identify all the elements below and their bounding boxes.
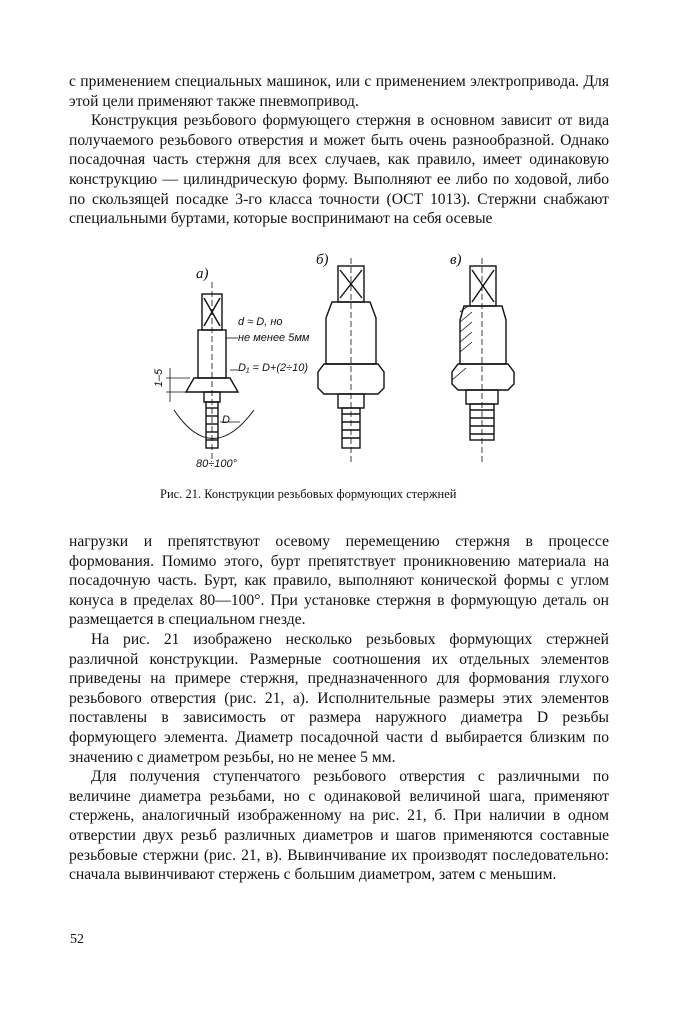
paragraph: Конструкция резьбового формующего стержня в основном зависит от вида получаемого резьбового отверстия и может быть очень разнообразной. Однако посадочная часть стержня для всех случаев, как правило, имеет одинаковую конструкцию — цилиндрическую форму. Выполняют ее либо по ходовой, либо по скользящей посадке 3-го класса точности (ОСТ 1013). Стержни снабжают специальными буртами, которые воспринимают на себя осевые [69,112,609,228]
dim-d: d ≈ D, но [238,316,283,328]
text-block-top [69,72,609,229]
label-b: б) [316,252,329,268]
rod-b [318,258,384,464]
paragraph: нагрузки и препятствуют осевому перемещению стержня в процессе формования. Помимо этого, бурт препятствует проникновению материала на посадочную часть. Бурт, как правило, выполняют конической формы с углом конуса в пределах 80—100°. При установке стержня в формующую деталь он размещается в специальном гнезде. [69,533,609,629]
dim-d1: D₁ = D+(2÷10) [238,362,309,374]
figure-drawing [150,252,540,482]
rod-v [452,258,514,464]
figure-21 [150,252,540,482]
paragraph: с применением специальных машинок, или с применением электропривода. Для этой цели применяют также пневмопривод. [69,73,609,110]
dim-D: D [222,414,230,426]
paragraph: Для получения ступенчатого резьбового отверстия с различными по величине диаметра резьбами, но с одинаковой величиной шага, применяют стержень, аналогичный изображенному на рис. 21, б. При наличии в одном отверстии двух резьб различных диаметров и шагов применяются составные резьбовые стержни (рис. 21, в). Вывинчивание их производят последовательно: сначала вывинчивают стержень с большим диаметром, затем с меньшим. [69,768,609,884]
label-v: в) [450,252,462,268]
dim-d-min: не менее 5мм [238,332,310,344]
text-block-bottom [69,532,609,885]
page-number: 52 [70,932,84,947]
dim-angle: 80÷100° [196,458,238,470]
label-a: а) [196,266,209,282]
figure-caption: Рис. 21. Конструкции резьбовых формующих стержней [160,487,457,501]
paragraph: На рис. 21 изображено несколько резьбовых формующих стержней различной конструкции. Размерные соотношения их отдельных элементов приведены на примере стержня, предназначенного для формования глухого резьбового отверстия (рис. 21, а). Исполнительные размеры этих элементов поставлены в зависимость от размера наружного диаметра D резьбы формующего элемента. Диаметр посадочной части d выбирается близким по значению с диаметром резьбы, но не менее 5 мм. [69,630,609,766]
dim-length: 1–5 [153,368,166,388]
